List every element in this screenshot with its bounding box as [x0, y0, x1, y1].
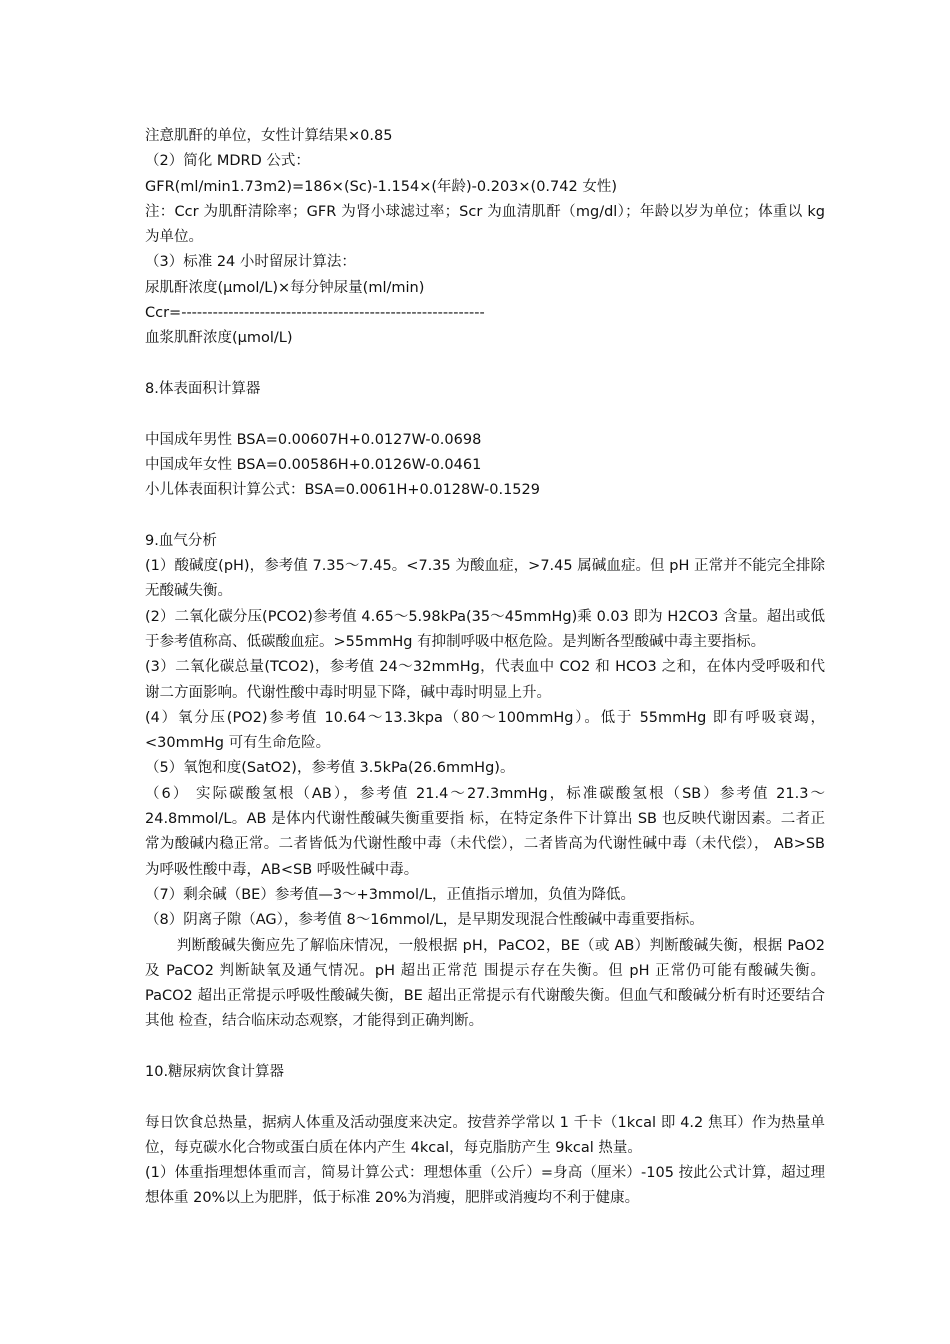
- bsa-male-formula: 中国成年男性 BSA=0.00607H+0.0127W-0.0698: [145, 431, 482, 448]
- spacer: [145, 1035, 825, 1060]
- spacer: [145, 503, 825, 528]
- document-page: [145, 124, 825, 1212]
- blood-gas-be: （7）剩余碱（BE）参考值—3～+3mmol/L，正值指示增加，负值为降低。: [145, 886, 636, 903]
- blood-gas-tco2: (3）二氧化碳总量(TCO2)，参考值 24～32mmHg，代表血中 CO2 和 HCO3 之和，在体内受呼吸和代谢二方面影响。代谢性酸中毒时明显下降，碱中毒时明显上升。: [145, 659, 825, 701]
- urine-formula-numerator: 尿肌酐浓度(μmol/L)×每分钟尿量(ml/min): [145, 279, 425, 296]
- diabetes-section-title: 10.糖尿病饮食计算器: [145, 1063, 285, 1080]
- bsa-child-formula: 小儿体表面积计算公式：BSA=0.0061H+0.0128W-0.1529: [145, 482, 540, 499]
- bsa-section-title: 8.体表面积计算器: [145, 380, 261, 397]
- urine-formula-fraction: Ccr=----------------------------------------------------------: [145, 305, 485, 322]
- blood-gas-ab-sb: （6） 实际碳酸氢根（AB），参考值 21.4～27.3mmHg，标准碳酸氢根（SB）参考值 21.3～24.8mmol/L。AB 是体内代谢性酸碱失衡重要指 标，在特定条件下计算出 SB 也反映代谢因素。二者正常为酸碱内稳正常。二者皆低为代谢性酸中毒（未代偿），二者皆高为代谢性碱中毒（未代偿）， AB>SB 为呼吸性酸中毒，AB<SB 呼吸性碱中毒。: [145, 785, 825, 878]
- blood-gas-summary: 判断酸碱失衡应先了解临床情况，一般根据 pH，PaCO2，BE（或 AB）判断酸碱失衡，根据 PaO2 及 PaCO2 判断缺氧及通气情况。pH 超出正常范 围提示存在失衡。但 pH 正常仍可能有酸碱失衡。PaCO2 超出正常提示呼吸性酸碱失衡，BE 超出正常提示有代谢酸失衡。但血气和酸碱分析有时还要结合其他 检查，结合临床动态观察，才能得到正确判断。: [145, 937, 825, 1030]
- diabetes-intro: 每日饮食总热量，据病人体重及活动强度来决定。按营养学常以 1 千卡（1kcal 即 4.2 焦耳）作为热量单位，每克碳水化合物或蛋白质在体内产生 4kcal，每克脂肪产生 9kcal 热量。: [145, 1114, 825, 1156]
- urine-formula-denominator: 血浆肌酐浓度(μmol/L): [145, 330, 293, 347]
- gfr-female-note: 注意肌酐的单位，女性计算结果×0.85: [145, 128, 393, 144]
- blood-gas-pco2: (2）二氧化碳分压(PCO2)参考值 4.65～5.98kPa(35～45mmHg)乘 0.03 即为 H2CO3 含量。超出或低于参考值称高、低碳酸血症。>55mmHg 有抑制呼吸中枢危险。是判断各型酸碱中毒主要指标。: [145, 608, 825, 650]
- mdrd-formula: GFR(ml/min1.73m2)=186×(Sc)-1.154×(年龄)-0.203×(0.742 女性): [145, 178, 617, 195]
- spacer: [145, 352, 825, 377]
- blood-gas-po2: (4）氧分压(PO2)参考值 10.64～13.3kpa（80～100mmHg）。低于 55mmHg 即有呼吸衰竭，<30mmHg 可有生命危险。: [145, 709, 825, 752]
- mdrd-heading: （2）简化 MDRD 公式：: [145, 153, 310, 170]
- blood-gas-sato2: （5）氧饱和度(SatO2)，参考值 3.5kPa(26.6mmHg)。: [145, 760, 515, 777]
- spacer: [145, 1085, 825, 1110]
- blood-gas-ag: （8）阴离子隙（AG），参考值 8～16mmol/L，是早期发现混合性酸碱中毒重要指标。: [145, 912, 704, 929]
- gfr-notes: 注：Ccr 为肌酐清除率；GFR 为肾小球滤过率；Scr 为血清肌酐（mg/dl）；年龄以岁为单位；体重以 kg 为单位。: [145, 203, 825, 246]
- bsa-female-formula: 中国成年女性 BSA=0.00586H+0.0126W-0.0461: [145, 456, 482, 473]
- blood-gas-section-title: 9.血气分析: [145, 532, 217, 549]
- spacer: [145, 402, 825, 427]
- diabetes-ideal-weight: (1）体重指理想体重而言，简易计算公式：理想体重（公斤）=身高（厘米）-105 按此公式计算，超过理想体重 20%以上为肥胖，低于标准 20%为消瘦，肥胖或消瘦均不利于健康。: [145, 1165, 825, 1207]
- blood-gas-ph: (1）酸碱度(pH)，参考值 7.35～7.45。<7.35 为酸血症，>7.45 属碱血症。但 pH 正常并不能完全排除无酸碱失衡。: [145, 558, 825, 600]
- urine-method-heading: （3）标准 24 小时留尿计算法：: [145, 254, 356, 271]
